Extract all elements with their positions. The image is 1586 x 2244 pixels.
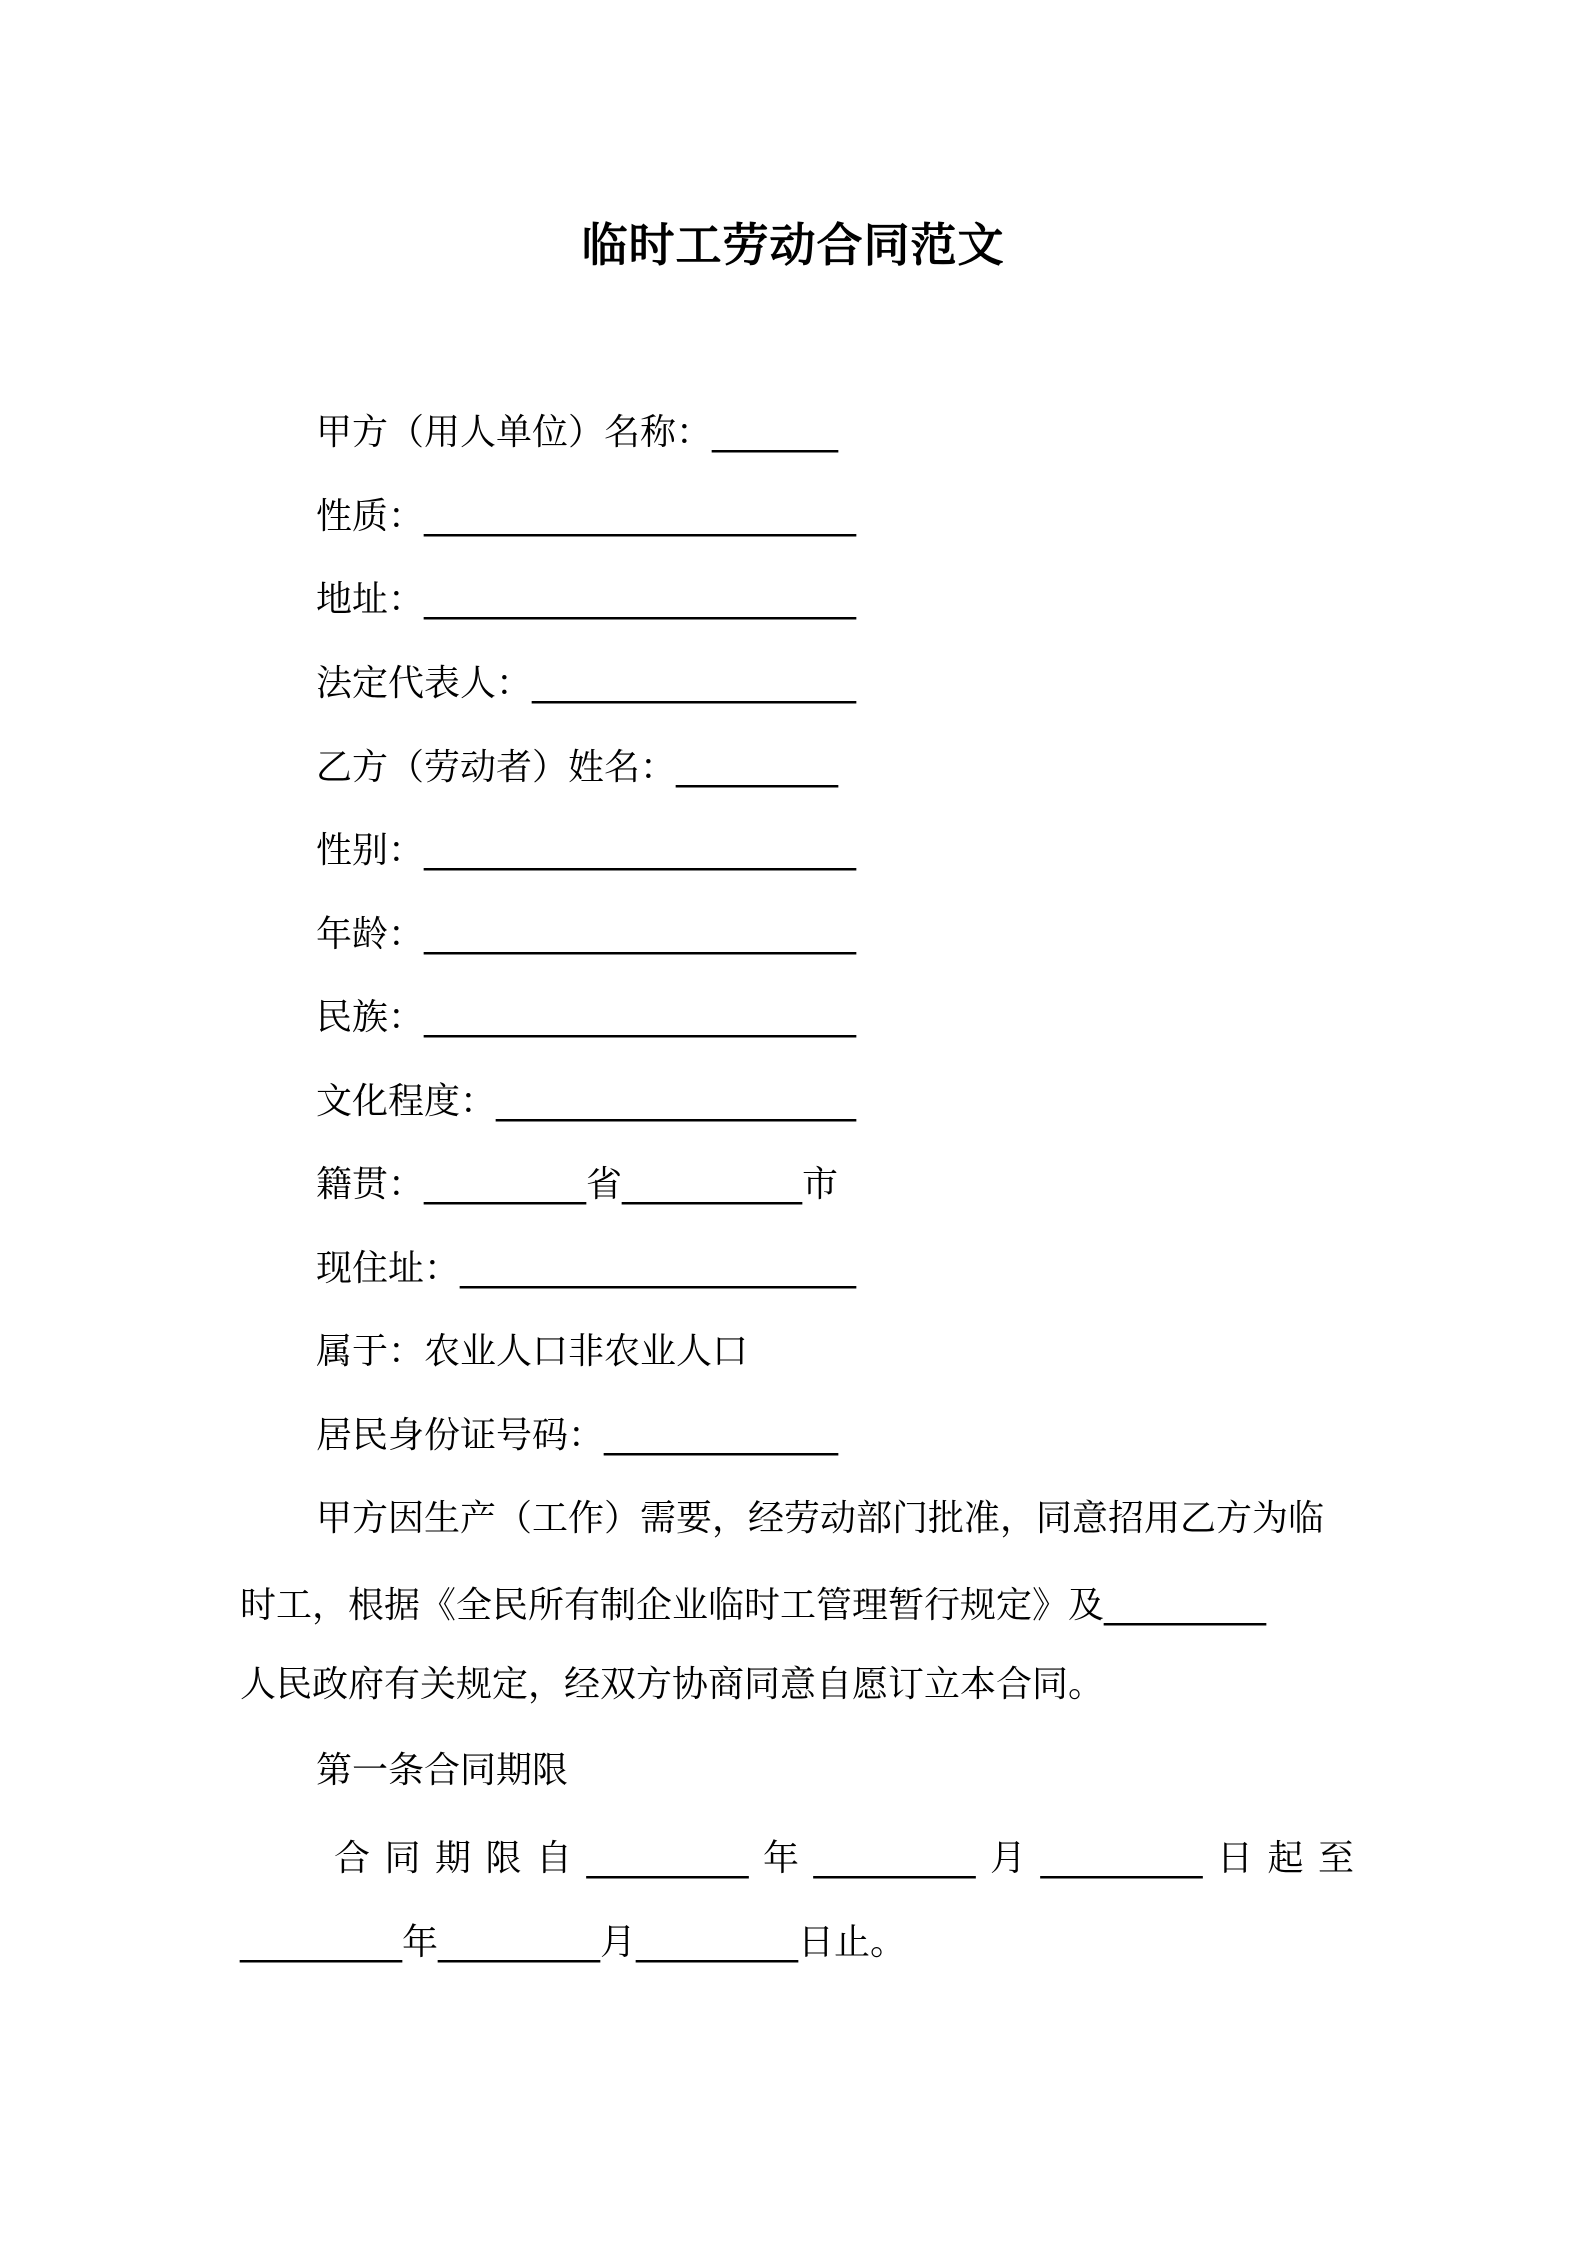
field-current-address: 现住址：______________________ bbox=[316, 1248, 857, 1289]
field-id-number: 居民身份证号码：_____________ bbox=[316, 1415, 839, 1456]
article-1-term-line-2: _________年_________月_________日止。 bbox=[240, 1922, 907, 1963]
article-1-heading: 第一条合同期限 bbox=[316, 1750, 569, 1791]
field-address: 地址：________________________ bbox=[316, 579, 857, 620]
field-legal-representative: 法定代表人：__________________ bbox=[316, 663, 857, 704]
term-text: 合 bbox=[334, 1838, 371, 1879]
field-household-type: 属于：农业人口非农业人口 bbox=[316, 1331, 749, 1372]
field-gender: 性别：________________________ bbox=[316, 830, 857, 871]
term-blank: _________ bbox=[813, 1838, 976, 1879]
field-ethnicity: 民族：________________________ bbox=[316, 997, 857, 1038]
term-text: 日 bbox=[1216, 1838, 1253, 1879]
field-age: 年龄：________________________ bbox=[316, 914, 857, 955]
intro-line-1: 甲方因生产（工作）需要，经劳动部门批准，同意招用乙方为临 bbox=[316, 1498, 1325, 1539]
term-text: 期 bbox=[435, 1838, 472, 1879]
term-text: 自 bbox=[536, 1838, 573, 1879]
term-text: 起 bbox=[1267, 1838, 1304, 1879]
term-text: 年 bbox=[762, 1838, 799, 1879]
term-text: 至 bbox=[1317, 1838, 1354, 1879]
intro-line-2: 时工，根据《全民所有制企业临时工管理暂行规定》及_________ bbox=[240, 1585, 1267, 1626]
term-blank: _________ bbox=[1040, 1838, 1203, 1879]
field-employer-name: 甲方（用人单位）名称：_______ bbox=[316, 412, 839, 453]
field-employee-name: 乙方（劳动者）姓名：_________ bbox=[316, 747, 839, 788]
term-text: 同 bbox=[384, 1838, 421, 1879]
field-nature: 性质：________________________ bbox=[316, 496, 857, 537]
term-text: 限 bbox=[485, 1838, 522, 1879]
field-education: 文化程度：____________________ bbox=[316, 1081, 857, 1122]
term-text: 月 bbox=[989, 1838, 1026, 1879]
field-native-place: 籍贯：_________省__________市 bbox=[316, 1164, 839, 1205]
document-title: 临时工劳动合同范文 bbox=[581, 218, 1005, 272]
article-1-term-line-1 bbox=[334, 1831, 1354, 1887]
term-blank: _________ bbox=[586, 1838, 749, 1879]
intro-line-3: 人民政府有关规定，经双方协商同意自愿订立本合同。 bbox=[240, 1664, 1105, 1705]
